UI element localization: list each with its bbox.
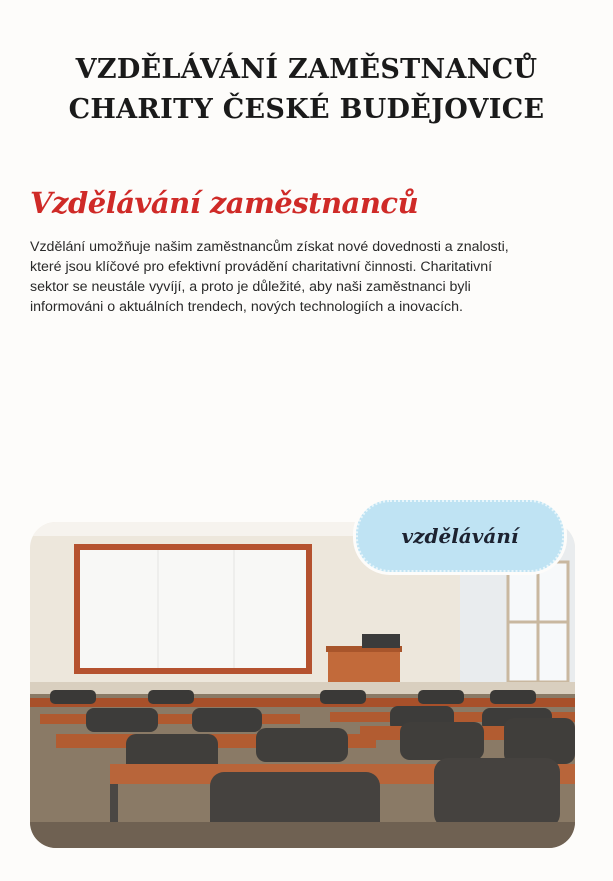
body-line: informováni o aktuálních trendech, nových technologiích a inovacích. <box>30 299 463 315</box>
section-heading: Vzdělávání zaměstnanců <box>30 186 419 220</box>
page-title-line-2: CHARITY ČESKÉ BUDĚJOVICE <box>68 94 545 125</box>
body-line: které jsou klíčové pro efektivní provádění charitativní činnosti. Charitativní <box>30 259 493 275</box>
body-paragraph <box>30 237 582 317</box>
page-title-line-1: VZDĚLÁVÁNÍ ZAMĚSTNANCŮ <box>75 54 538 85</box>
education-tag <box>356 500 564 572</box>
education-tag-label: vzdělávání <box>401 524 519 548</box>
body-line: sektor se neustále vyvíjí, a proto je důležité, aby naši zaměstnanci byli <box>30 279 471 295</box>
page-title <box>0 50 613 130</box>
body-line: Vzdělání umožňuje našim zaměstnancům získat nové dovednosti a znalosti, <box>30 239 509 255</box>
